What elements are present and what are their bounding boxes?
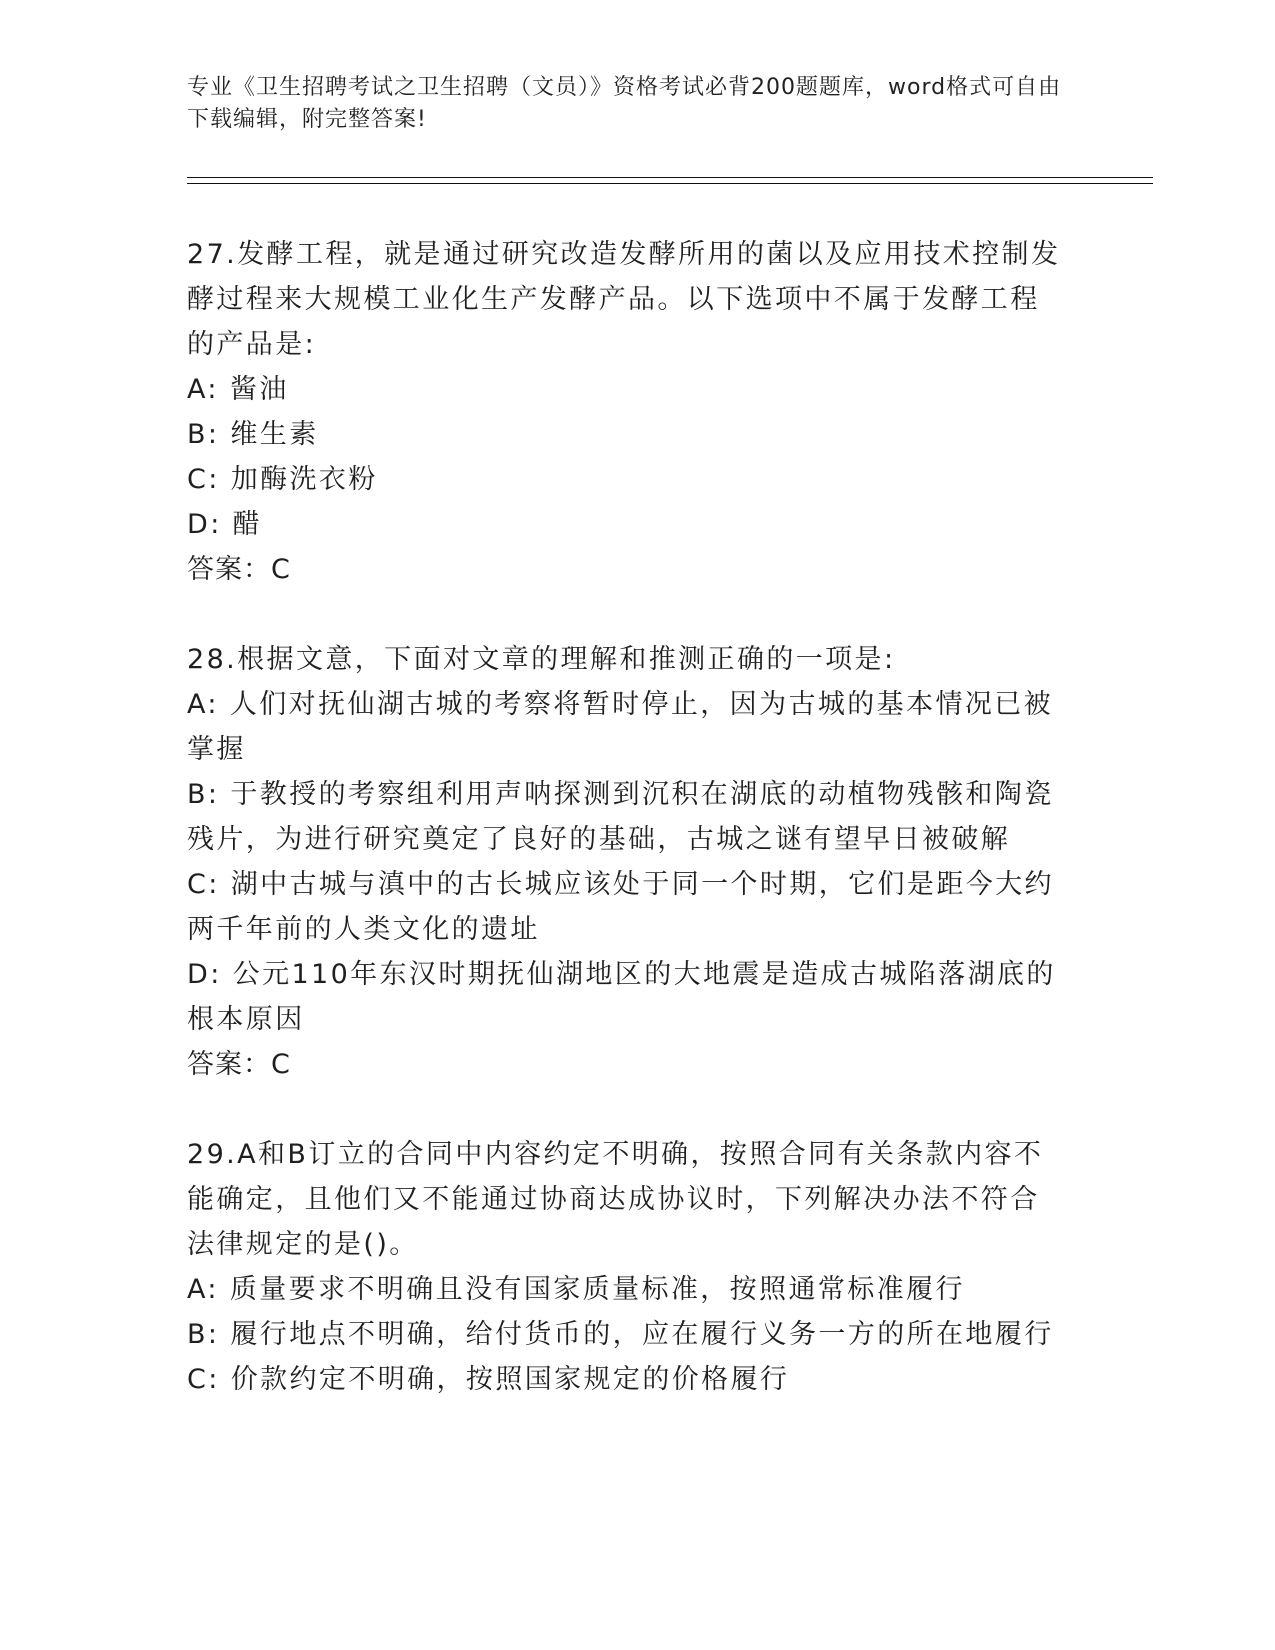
page-header: 专业《卫生招聘考试之卫生招聘（文员）》资格考试必背200题题库，word格式可自由下载编辑，附完整答案! <box>187 75 1062 132</box>
option-a: A: 质量要求不明确且没有国家质量标准，按照通常标准履行 <box>187 1274 965 1305</box>
question-27 <box>187 232 1067 592</box>
option-c: C: 湖中古城与滇中的古长城应该处于同一个时期，它们是距今大约两千年前的人类文化的遗址 <box>187 869 1054 945</box>
question-stem: 29.A和B订立的合同中内容约定不明确，按照合同有关条款内容不能确定，且他们又不能通过协商达成协议时，下列解决办法不符合法律规定的是()。 <box>187 1139 1044 1260</box>
question-28 <box>187 637 1067 1087</box>
option-a: A: 酱油 <box>187 374 289 405</box>
question-stem: 28.根据文意，下面对文章的理解和推测正确的一项是: <box>187 644 896 675</box>
question-stem: 27.发酵工程，就是通过研究改造发酵所用的菌以及应用技术控制发酵过程来大规模工业化生产发酵产品。以下选项中不属于发酵工程的产品是: <box>187 239 1061 360</box>
option-c: C: 加酶洗衣粉 <box>187 464 378 495</box>
option-c: C: 价款约定不明确，按照国家规定的价格履行 <box>187 1364 790 1395</box>
header-rule-bottom <box>187 183 1153 184</box>
option-d: D: 公元110年东汉时期抚仙湖地区的大地震是造成古城陷落湖底的根本原因 <box>187 959 1056 1035</box>
question-list <box>187 232 1067 1447</box>
answer: 答案：C <box>187 554 291 585</box>
option-b: B: 履行地点不明确，给付货币的，应在履行义务一方的所在地履行 <box>187 1319 1054 1350</box>
header-rule-top <box>187 177 1153 178</box>
option-b: B: 维生素 <box>187 419 319 450</box>
answer: 答案：C <box>187 1049 291 1080</box>
option-d: D: 醋 <box>187 509 263 540</box>
option-a: A: 人们对抚仙湖古城的考察将暂时停止，因为古城的基本情况已被掌握 <box>187 689 1054 765</box>
question-29 <box>187 1132 1067 1402</box>
option-b: B: 于教授的考察组利用声呐探测到沉积在湖底的动植物残骸和陶瓷残片，为进行研究奠定了良好的基础，古城之谜有望早日被破解 <box>187 779 1054 855</box>
